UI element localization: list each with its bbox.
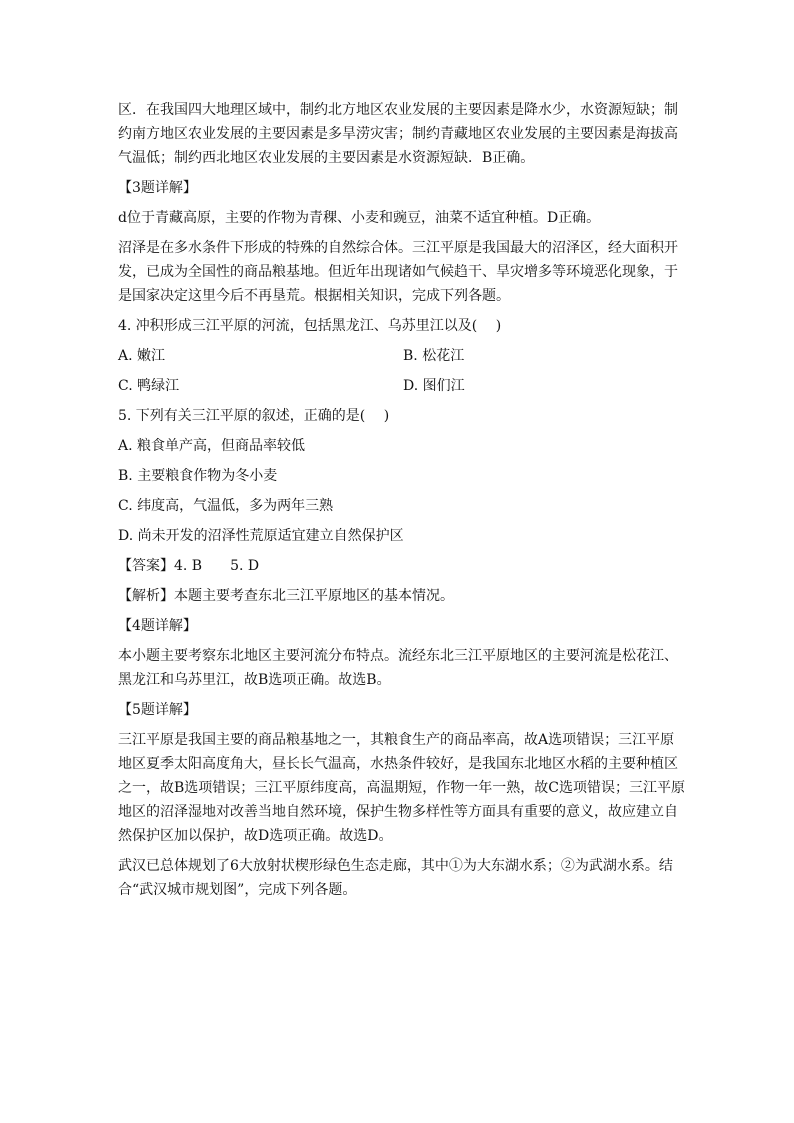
answer-line: 【答案】4. B 5. D: [118, 558, 260, 574]
section-heading-q5: 【5题详解】: [118, 702, 197, 718]
paragraph-q3-detail: d位于青藏高原，主要的作物为青稞、小麦和豌豆，油菜不适宜种植。D正确。: [118, 210, 601, 226]
paragraph-agriculture-factors: 区．在我国四大地理区域中，制约北方地区农业发展的主要因素是降水少，水资源短缺；制约南方地区农业发展的主要因素是多旱涝灾害；制约青藏地区农业发展的主要因素是海拔高气温低；制约西北地区农业发展的主要因素是水资源短缺．B正确。: [118, 102, 678, 166]
question-5-option-b: B. 主要粮食作物为冬小麦: [118, 468, 278, 484]
question-5-option-a: A. 粮食单产高，但商品率较低: [118, 438, 306, 454]
paragraph-q4-detail: 本小题主要考察东北地区主要河流分布特点。流经东北三江平原地区的主要河流是松花江、黑龙江和乌苏里江，故B选项正确。故选B。: [118, 648, 678, 688]
paragraph-q5-detail: 三江平原是我国主要的商品粮基地之一，其粮食生产的商品率高，故A选项错误；三江平原地区夏季太阳高度角大，昼长长气温高，水热条件较好，是我国东北地区水稻的主要种植区之一，故B选项错误；三江平原纬度高，高温期短，作物一年一熟，故C选项错误；三江平原地区的沼泽湿地对改善当地自然环境，保护生物多样性等方面具有重要的意义，故应建立自然保护区加以保护，故D选项正确。故选D。: [118, 732, 685, 844]
question-5-option-d: D. 尚未开发的沼泽性荒原适宜建立自然保护区: [118, 528, 404, 544]
section-heading-q4: 【4题详解】: [118, 618, 197, 634]
question-4-options-row1: [118, 344, 688, 374]
paragraph-sanjiang-intro: 沼泽是在多水条件下形成的特殊的自然综合体。三江平原是我国最大的沼泽区，经大面积开发，已成为全国性的商品粮基地。但近年出现诸如气候趋干、旱灾增多等环境恶化现象，于是国家决定这里今后不再垦荒。根据相关知识，完成下列各题。: [118, 240, 678, 304]
question-4-stem: 4. 冲积形成三江平原的河流，包括黑龙江、乌苏里江以及( ): [118, 318, 502, 334]
analysis-line: 【解析】本题主要考查东北三江平原地区的基本情况。: [118, 588, 454, 604]
paragraph-wuhan-intro: 武汉已总体规划了6大放射状楔形绿色生态走廊，其中①为大东湖水系；②为武湖水系。结合“武汉城市规划图”，完成下列各题。: [118, 858, 673, 898]
question-4-options-row2: [118, 374, 688, 404]
question-4-option-d: D. 图们江: [403, 378, 465, 394]
question-5-stem: 5. 下列有关三江平原的叙述，正确的是( ): [118, 408, 390, 424]
question-5-option-c: C. 纬度高，气温低，多为两年三熟: [118, 498, 334, 514]
question-4-option-b: B. 松花江: [403, 348, 465, 364]
question-4-option-c: C. 鸭绿江: [118, 378, 180, 394]
section-heading-q3: 【3题详解】: [118, 180, 197, 196]
document-page: [118, 98, 688, 908]
question-4-option-a: A. 嫩江: [118, 348, 166, 364]
